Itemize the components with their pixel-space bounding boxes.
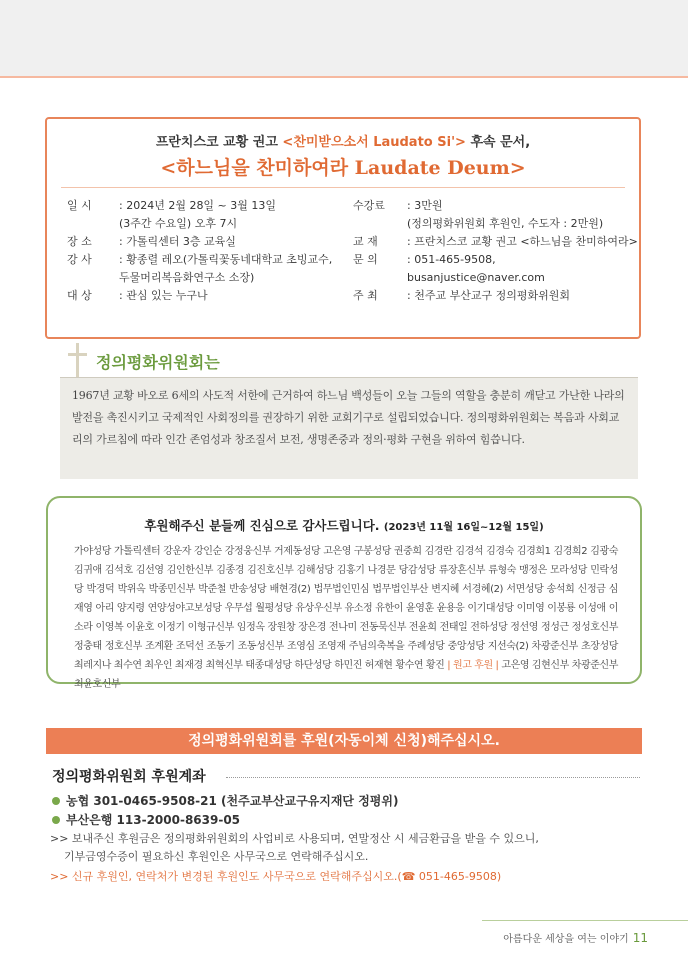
page-number: 11 — [632, 931, 648, 945]
course-subtitle: 프란치스코 교황 권고 <찬미받으소서 Laudato Si'> 후속 문서, — [155, 135, 531, 150]
thanks-box — [46, 496, 642, 690]
donor-list: 가야성당 가톨릭센터 강운자 강인순 강정웅신부 거제동성당 고은영 구봉성당 권중희 김경란 김경석 김경숙 김경희1 김경희2 김광숙 김귀애 김석호 김선영 김인한신부 김종경 김진호신부 김해성당 김홍기 나경문 당감성당 류장흔신부 류형숙 맹정은 모라성당 민락성당 박경덕 박위옥 박종민신부 박준철 반송성당 배현경(2) 법무법인민심 법무법인부산 변지혜 서경혜(2) 서면성당 송석희 신정금 심재영 아리 양지령 연양성야고보성당 우무섭 월평성당 유상우신부 유소정 유한이 윤영훈 윤용응 이기대성당 이미영 이봉룡 이성애 이소라 이영복 이윤호 이정기 이형규신부 임정옥 장원창 장은경 전나미 전동묵신부 전윤희 전태일 전하성당 정선영 정성근 정성호신부 정충태 정호신부 조계환 조덕선 조동기 조동성신부 조영심 조영재 주님의축복을 주례성당 중앙성당 지선숙(2) 차광준신부 초장성당 최레지나 최수연 최우인 최재경 최혁신부 태종대성당 하단성당 하민진 허재현 황수연 황진 | 원고 후원 | 고은영 김현신부 차광준신부 최윤호신부 — [74, 546, 618, 690]
top-band — [0, 0, 688, 76]
course-divider — [61, 187, 625, 188]
course-title: <하느님을 찬미하여라 Laudate Deum> — [160, 157, 526, 179]
footer-divider — [482, 920, 688, 921]
top-divider — [0, 76, 688, 78]
course-info-box — [45, 117, 641, 339]
bullet-icon — [52, 816, 60, 824]
org-title: 정의평화위원회는 — [96, 352, 220, 372]
dotted-leader — [226, 777, 640, 778]
contact-note: >> 신규 후원인, 연락처가 변경된 후원인도 사무국으로 연락해주십시오.(☎ 051-465-9508) — [50, 870, 502, 883]
course-details-left: 일 시 : 2024년 2월 28일 ~ 3월 13일 (3주간 수요일) 오후 7시 장 소 : 가톨릭센터 3층 교육실 강 사 : 황종렬 레오(가톨릭꽃동네대학교 초빙교수, 두물머리복음화연구소 소장) 대 상 : 관심 있는 누구나 — [67, 199, 333, 302]
footer: 아름다운 세상을 여는 이야기 11 — [503, 931, 648, 945]
course-details-right: 수강료 : 3만원 (정의평화위원회 후원인, 수도자 : 2만원) 교 재 : 프란치스코 교황 권고 <하느님을 찬미하여라> 문 의 : 051-465-9508, busanjustice@naver.com 주 최 : 천주교 부산교구 정의평화위원회 — [353, 199, 638, 302]
org-description: 1967년 교황 바오로 6세의 사도적 서한에 근거하여 하느님 백성들이 오늘 그들의 역할을 충분히 깨닫고 가난한 나라의 발전을 촉진시키고 국제적인 사회정의를 권장하기 위한 교회기구로 설립되었습니다. 정의평화위원회는 복음과 사회교리의 가르침에 따라 인간 존엄성과 창조질서 보전, 생명존중과 정의·평화 구현을 위하여 힘씁니다. — [60, 377, 638, 479]
account-busan: 부산은행 113-2000-8639-05 — [52, 811, 240, 828]
bullet-icon — [52, 797, 60, 805]
donation-banner: 정의평화위원회를 후원(자동이체 신청)해주십시오. — [46, 728, 642, 754]
account-nh: 농협 301-0465-9508-21 (천주교부산교구유지재단 정평위) — [52, 792, 398, 809]
account-title: 정의평화위원회 후원계좌 — [52, 766, 212, 786]
org-heading — [66, 346, 220, 376]
thanks-title: 후원해주신 분들께 진심으로 감사드립니다. (2023년 11월 16일~12월 15일) — [144, 518, 544, 533]
cross-icon — [66, 343, 88, 379]
donation-note: >> 보내주신 후원금은 정의평화위원회의 사업비로 사용되며, 연말정산 시 세금환급을 받을 수 있으니, — [50, 832, 539, 845]
donation-note-2: 기부금영수증이 필요하신 후원인은 사무국으로 연락해주십시오. — [64, 850, 369, 863]
